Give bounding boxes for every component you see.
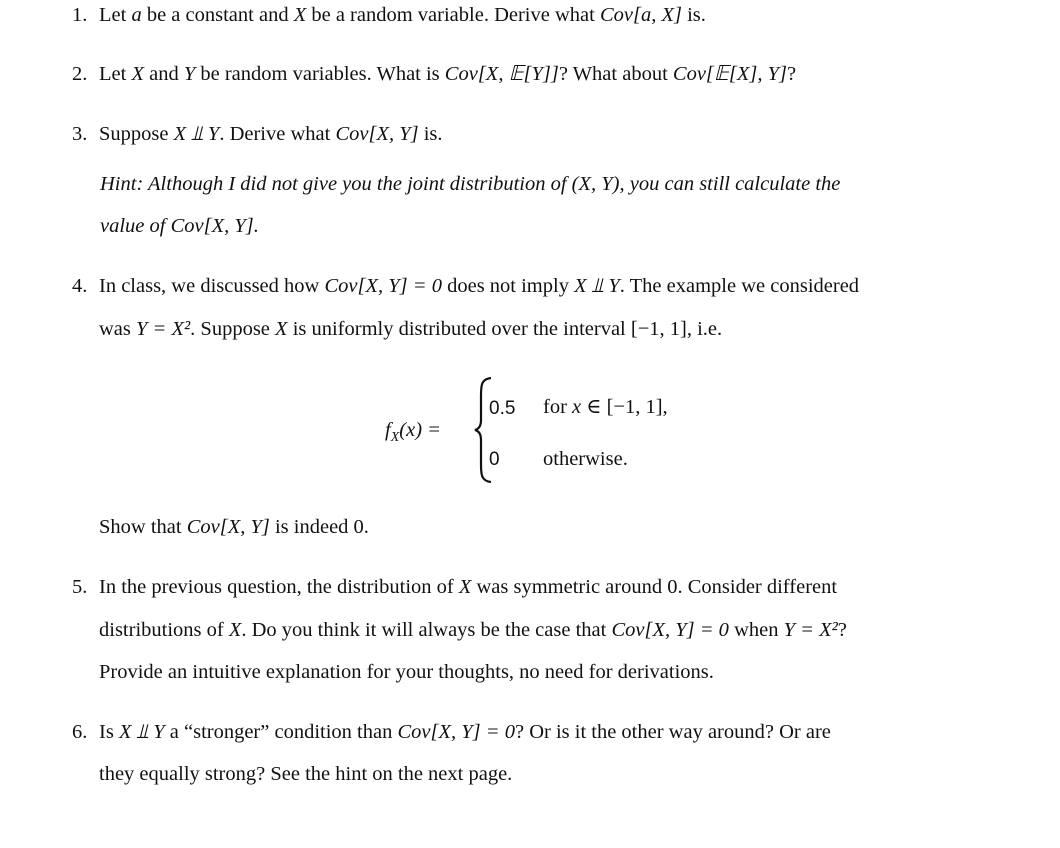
question-3-hint-line-2: value of Cov[X, Y]. [100,215,259,237]
math-cov-ex-y: Cov[𝔼[X], Y] [672,63,787,85]
math-independence: X ⫫ Y [173,123,220,145]
case-2-condition: otherwise. [543,448,628,470]
math-interval: [−1, 1] [630,318,687,340]
question-4-line-1: In class, we discussed how Cov[X, Y] = 0 does not imply X ⫫ Y. The example we considered [99,275,860,297]
math-cov-xy: Cov[X, Y] [335,123,419,145]
question-3-number: 3. [72,123,88,145]
question-4-show-that: Show that Cov[X, Y] is indeed 0. [99,516,369,538]
question-5-line-1: In the previous question, the distribution of X was symmetric around 0. Consider different [99,576,838,598]
question-2-text: Let X and Y be random variables. What is Cov[X, 𝔼[Y]]? What about Cov[𝔼[X], Y]? [99,63,797,85]
math-cov-xy: Cov[X, Y] [186,516,270,538]
pdf-lhs: $f_X(x)$ = [385,419,441,446]
math-independence: X ⫫ Y [574,275,620,297]
question-4 [72,276,87,297]
question-6 [72,722,87,743]
question-6-line-1: Is X ⫫ Y a “stronger” condition than Cov[X, Y] = 0? Or is it the other way around? Or are [99,721,831,743]
question-5-number: 5. [72,576,88,598]
question-3 [72,124,87,145]
question-6-line-2: they equally strong? See the hint on the next page. [99,763,513,785]
question-2 [72,64,87,85]
case-2-value: 0 [489,449,500,470]
question-3-text: Suppose X ⫫ Y. Derive what Cov[X, Y] is. [99,123,443,145]
question-4-number: 4. [72,275,88,297]
question-1-number: 1. [72,4,88,26]
question-1-text: Let a be a constant and X be a random variable. Derive what Cov[a, X] is. [99,4,706,26]
question-3-hint-line-1: Hint: Although I did not give you the joint distribution of (X, Y), you can still calculate the [100,173,841,195]
question-5 [72,577,87,598]
case-1-value: 0.5 [489,398,516,419]
question-2-number: 2. [72,63,88,85]
math-cov-xy-zero: Cov[X, Y] = 0 [611,619,729,641]
math-independence: X ⫫ Y [118,721,165,743]
math-y-equals-x-squared: Y = X² [136,318,191,340]
math-y-equals-x-squared: Y = X² [783,619,838,641]
math-cov-xy-zero: Cov[X, Y] = 0 [397,721,515,743]
math-cov-a-x: Cov[a, X] [599,4,682,26]
question-4-line-2: was Y = X². Suppose X is uniformly distributed over the interval [−1, 1], i.e. [99,318,723,340]
math-cov-xy-zero: Cov[X, Y] = 0 [324,275,442,297]
question-5-line-2: distributions of X. Do you think it will always be the case that Cov[X, Y] = 0 when Y = X²? [99,619,847,641]
math-cov-x-ey: Cov[X, 𝔼[Y]] [444,63,559,85]
question-1 [72,5,87,26]
question-5-line-3: Provide an intuitive explanation for your thoughts, no need for derivations. [99,661,714,683]
case-1-condition: for x ∈ [−1, 1], [543,396,668,418]
question-6-number: 6. [72,721,88,743]
